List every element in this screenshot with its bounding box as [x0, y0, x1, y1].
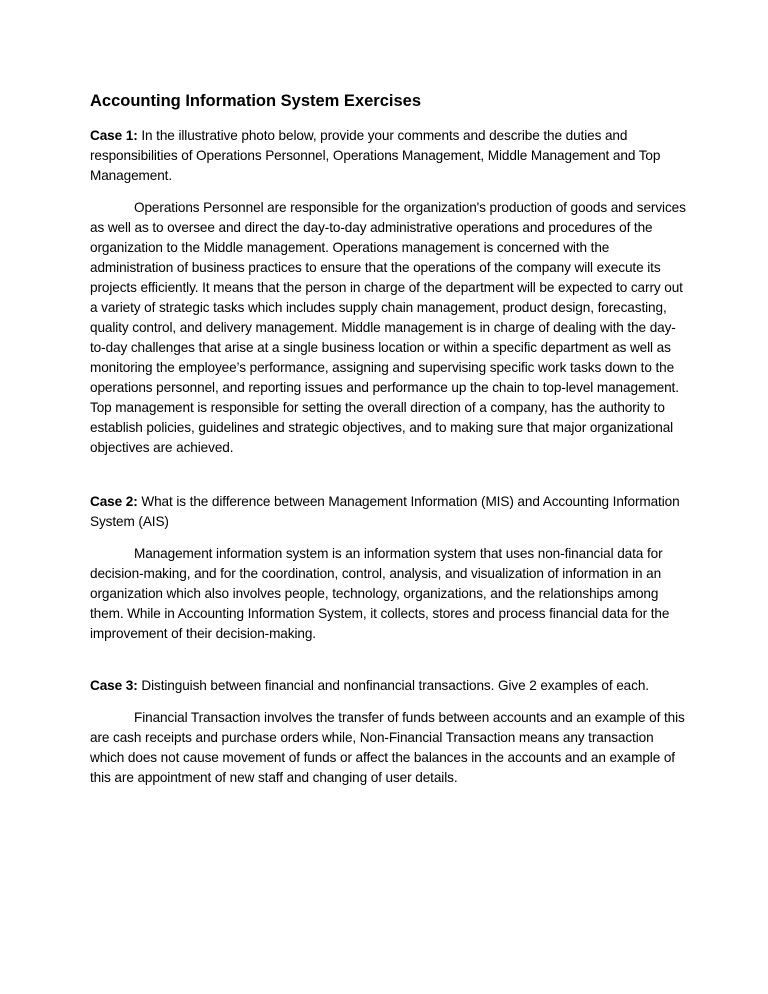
case-2-section — [90, 492, 686, 644]
case-3-section — [90, 676, 686, 788]
case-1-answer: Operations Personnel are responsible for the organization's production of goods and services as well as to oversee and direct the day-to-day administrative operations and procedures of the organization to the Middle management. Operations management is concerned with the administration of business practices to ensure that the operations of the company will execute its projects efficiently. It means that the person in charge of the department will be expected to carry out a variety of strategic tasks which includes supply chain management, product design, forecasting, quality control, and delivery management. Middle management is in charge of dealing with the day-to-day challenges that arise at a single business location or within a specific department as well as monitoring the employee’s performance, assigning and supervising specific work tasks down to the operations personnel, and reporting issues and performance up the chain to top-level management. Top management is responsible for setting the overall direction of a company, has the authority to establish policies, guidelines and strategic objectives, and to making sure that major organizational objectives are achieved. — [90, 200, 686, 455]
document-body — [90, 90, 686, 788]
case-1-question — [90, 126, 686, 186]
case-1-question-text: In the illustrative photo below, provide your comments and describe the duties and responsibilities of Operations Personnel, Operations Management, Middle Management and Top Management. — [90, 128, 661, 183]
case-2-question-text: What is the difference between Management Information (MIS) and Accounting Information System (AIS) — [90, 494, 680, 529]
case-2-question — [90, 492, 686, 532]
case-1-section — [90, 126, 686, 458]
case-2-label: Case 2: — [90, 494, 138, 509]
spacer — [90, 644, 686, 676]
case-3-label: Case 3: — [90, 678, 138, 693]
spacer — [90, 458, 686, 492]
case-3-question — [90, 676, 686, 696]
case-3-answer: Financial Transaction involves the transfer of funds between accounts and an example of this are cash receipts and purchase orders while, Non-Financial Transaction means any transaction which does not cause movement of funds or affect the balances in the accounts and an example of this are appointment of new staff and changing of user details. — [90, 710, 685, 785]
case-1-label: Case 1: — [90, 128, 138, 143]
case-2-answer: Management information system is an information system that uses non-financial data for decision-making, and for the coordination, control, analysis, and visualization of information in an organization which also involves people, technology, organizations, and the relationships among them. While in Accounting Information System, it collects, stores and process financial data for the improvement of their decision-making. — [90, 546, 670, 641]
document-title: Accounting Information System Exercises — [90, 92, 422, 110]
case-3-question-text: Distinguish between financial and nonfinancial transactions. Give 2 examples of each. — [141, 678, 649, 693]
